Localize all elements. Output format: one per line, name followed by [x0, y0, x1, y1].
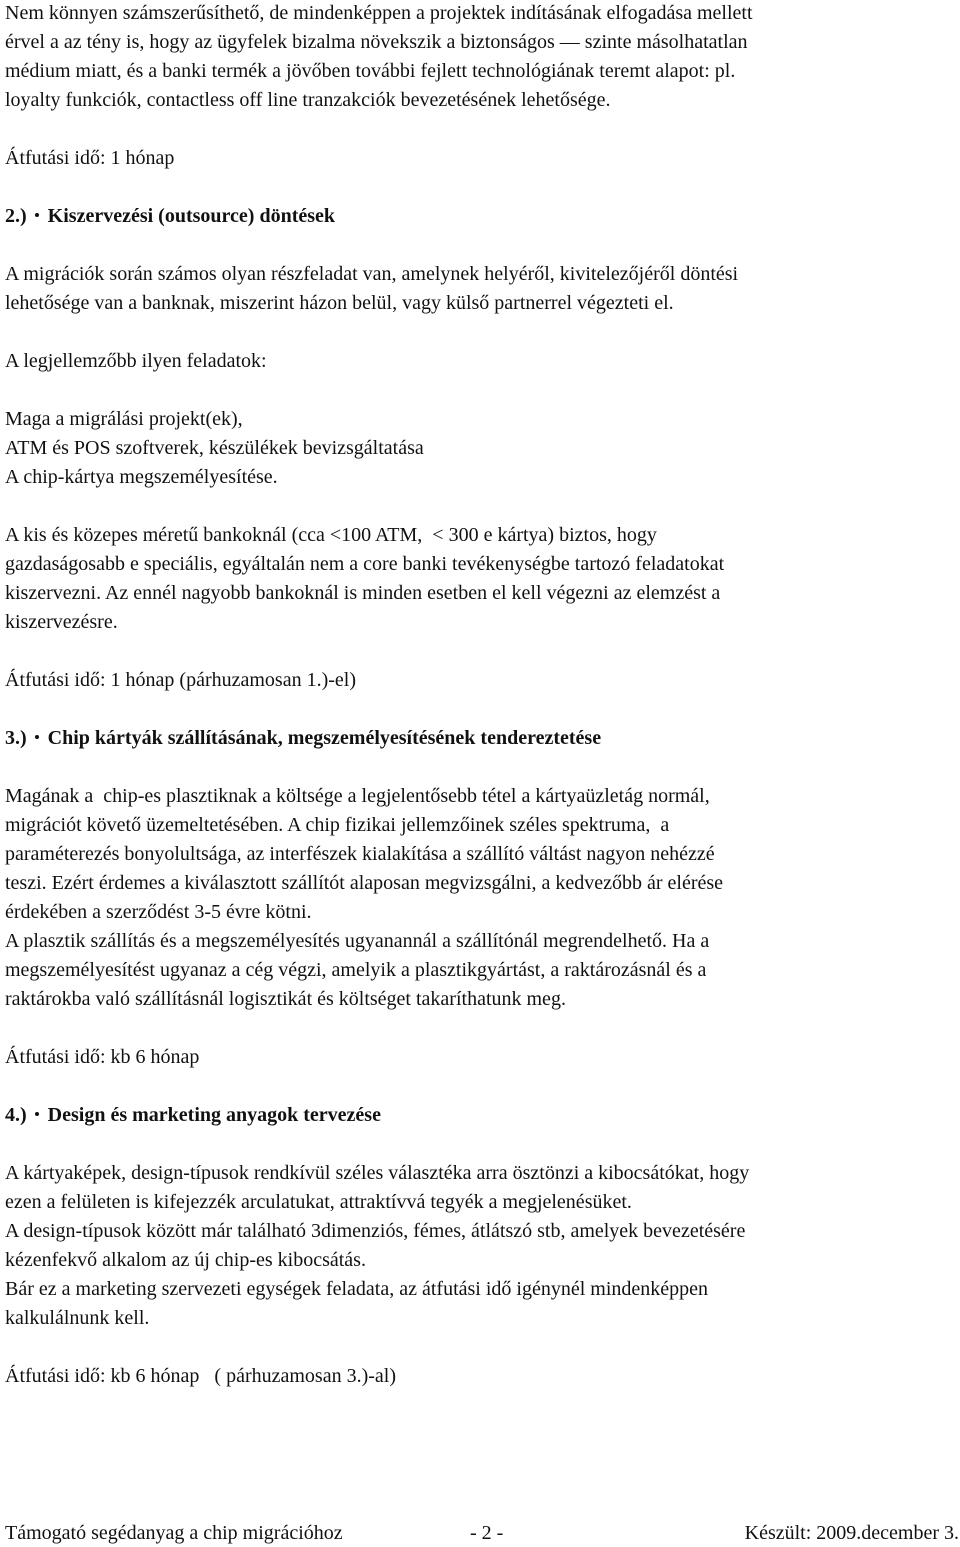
section2-number: 2.) — [5, 205, 27, 227]
section2-title: Kiszervezési (outsource) döntések — [47, 205, 336, 227]
section2-lead-time: Átfutási idő: 1 hónap (párhuzamosan 1.)-el) — [5, 669, 357, 691]
section4-title: Design és marketing anyagok tervezése — [47, 1104, 381, 1126]
section3-lead-time: Átfutási idő: kb 6 hónap — [5, 1046, 200, 1068]
section2-para2-line: gazdaságosabb e speciális, egyáltalán nem a core banki tevékenységbe tartozó feladatokat — [5, 553, 725, 575]
bullet-dot-icon — [35, 735, 39, 739]
intro-line: loyalty funkciók, contactless off line tranzakciók bevezetésének lehetősége. — [5, 89, 611, 111]
section2-list-intro: A legjellemzőbb ilyen feladatok: — [5, 350, 267, 372]
section3-para1-line: migrációt követő üzemeltetésében. A chip fizikai jellemzőinek széles spektruma, a — [5, 814, 670, 836]
section4-number: 4.) — [5, 1104, 27, 1126]
section4-para2-line: A design-típusok között már található 3dimenziós, fémes, átlátszó stb, amelyek bevezetésére — [5, 1220, 746, 1242]
footer-date: Készült: 2009.december 3. — [744, 1522, 959, 1544]
section2-list-item: ATM és POS szoftverek, készülékek bevizsgáltatása — [5, 437, 424, 459]
section4-para1-line: A kártyaképek, design-típusok rendkívül széles választéka arra ösztönzi a kibocsátókat, hogy — [5, 1162, 750, 1184]
section2-heading — [5, 204, 335, 228]
section2-para1-line: A migrációk során számos olyan részfeladat van, amelynek helyéről, kivitelezőjéről döntési — [5, 263, 739, 285]
bullet-dot-icon — [35, 213, 39, 217]
section4-lead-time: Átfutási idő: kb 6 hónap ( párhuzamosan 3.)-al) — [5, 1365, 397, 1387]
section2-list-item: A chip-kártya megszemélyesítése. — [5, 466, 278, 488]
document-page — [5, 0, 959, 1547]
intro-line: médium miatt, és a banki termék a jövőben további fejlett technológiának teremt alapot: pl. — [5, 60, 736, 82]
section3-para1-line: teszi. Ezért érdemes a kiválasztott szállítót alaposan megvizsgálni, a kedvezőbb ár elérése — [5, 872, 724, 894]
section3-para1-line: Magának a chip-es plasztiknak a költsége a legjelentősebb tétel a kártyaüzletág normál, — [5, 785, 710, 807]
section2-para2-line: A kis és közepes méretű bankoknál (cca <100 ATM, < 300 e kártya) biztos, hogy — [5, 524, 657, 546]
page-footer — [5, 1521, 959, 1545]
section3-para2-line: raktárokba való szállításnál logisztikát és költséget takaríthatunk meg. — [5, 988, 566, 1010]
section4-para1-line: ezen a felületen is kifejezzék arculatukat, attraktívvá tegyék a megjelenésüket. — [5, 1191, 632, 1213]
section4-para3-line: kalkulálnunk kell. — [5, 1307, 150, 1329]
footer-document-title: Támogató segédanyag a chip migrációhoz — [5, 1522, 343, 1544]
intro-line: Nem könnyen számszerűsíthető, de mindenképpen a projektek indításának elfogadása mellett — [5, 2, 753, 24]
section4-heading — [5, 1103, 381, 1127]
section3-para2-line: A plasztik szállítás és a megszemélyesítés ugyanannál a szállítónál megrendelhető. Ha a — [5, 930, 710, 952]
section2-para2-line: kiszervezni. Az ennél nagyobb bankoknál is minden esetben el kell végezni az elemzést a — [5, 582, 721, 604]
section3-number: 3.) — [5, 727, 27, 749]
bullet-dot-icon — [35, 1112, 39, 1116]
section2-para2-line: kiszervezésre. — [5, 611, 118, 633]
section3-para2-line: megszemélyesítést ugyanaz a cég végzi, amelyik a plasztikgyártást, a raktározásnál és a — [5, 959, 707, 981]
section3-para1-line: paraméterezés bonyolultsága, az interfészek kialakítása a szállító váltást nagyon nehézzé — [5, 843, 715, 865]
section3-title: Chip kártyák szállításának, megszemélyesítésének tendereztetése — [47, 727, 602, 749]
section4-para3-line: Bár ez a marketing szervezeti egységek feladata, az átfutási idő igénynél mindenképpen — [5, 1278, 709, 1300]
section2-list-item: Maga a migrálási projekt(ek), — [5, 408, 243, 430]
section3-heading — [5, 726, 601, 750]
section2-para1-line: lehetősége van a banknak, miszerint házon belül, vagy külső partnerrel végezteti el. — [5, 292, 674, 314]
intro-lead-time: Átfutási idő: 1 hónap — [5, 147, 175, 169]
intro-line: érvel a az tény is, hogy az ügyfelek bizalma növekszik a biztonságos — szinte másolhatatlan — [5, 31, 748, 53]
section4-para2-line: kézenfekvő alkalom az új chip-es kibocsátás. — [5, 1249, 366, 1271]
section3-para1-line: érdekében a szerződést 3-5 évre kötni. — [5, 901, 312, 923]
footer-page-number: - 2 - — [470, 1522, 504, 1544]
